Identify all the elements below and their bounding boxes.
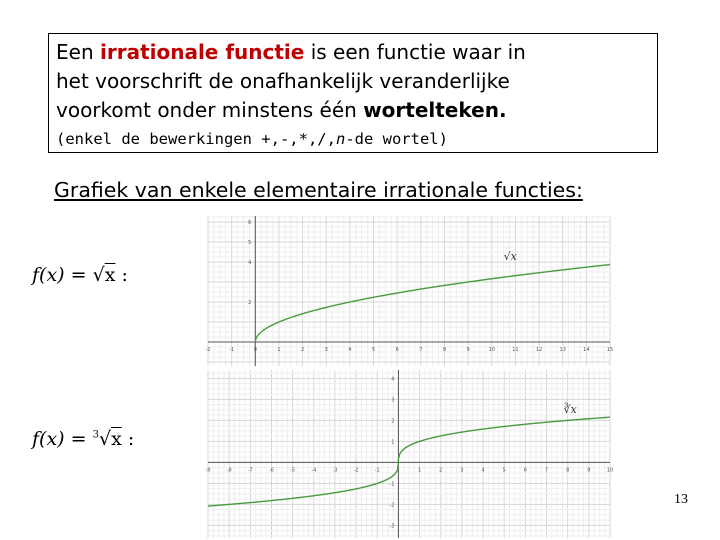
x-tick-label: -9: [205, 467, 211, 474]
formula-prefix: f(x) =: [32, 264, 93, 286]
x-tick-label: 5: [502, 467, 506, 474]
x-tick-label: 6: [523, 467, 527, 474]
x-tick-label: 7: [419, 347, 423, 353]
formula-suffix: :: [121, 428, 135, 450]
y-tick-label: 1: [391, 439, 395, 446]
x-tick-label: -3: [332, 467, 338, 474]
radical-index: 3: [92, 429, 99, 441]
formula-suffix: :: [115, 264, 128, 286]
y-tick-label: 4: [391, 376, 395, 383]
x-tick-label: -1: [229, 347, 235, 353]
formula-cbrt: [32, 428, 134, 450]
y-tick-label: 6: [248, 220, 252, 226]
radical-sign: √: [98, 428, 112, 450]
y-tick-label: 2: [248, 300, 252, 306]
y-tick-label: -2: [389, 502, 395, 509]
y-tick-label: -1: [389, 481, 395, 488]
y-tick-label: 3: [391, 397, 395, 404]
x-tick-label: 2: [300, 347, 305, 353]
x-tick-label: -5: [290, 467, 296, 474]
def-text: Een: [56, 40, 100, 64]
x-tick-label: 4: [481, 467, 485, 474]
radicand: x: [111, 428, 122, 450]
x-tick-label: -7: [247, 467, 253, 474]
definition-line-1: [56, 38, 650, 67]
operations-note: [56, 130, 650, 148]
x-tick-label: 0: [253, 347, 257, 353]
x-tick-label: 1: [417, 467, 422, 474]
definition-box: [48, 33, 658, 153]
definition-line-3: [56, 96, 650, 125]
y-tick-label: 5: [248, 240, 252, 246]
formula-sqrt: [32, 264, 128, 286]
x-tick-label: 4: [348, 347, 352, 353]
radical-sign: √: [92, 264, 105, 286]
x-tick-label: 6: [395, 347, 399, 353]
curve-label: ∛x: [563, 403, 577, 417]
x-tick-label: -1: [374, 467, 380, 474]
x-tick-label: 3: [460, 467, 464, 474]
y-tick-label: 2: [391, 418, 395, 425]
x-tick-label: 14: [583, 347, 590, 353]
radicand: x: [104, 264, 116, 286]
x-tick-label: 3: [324, 347, 328, 353]
x-tick-label: 10: [606, 467, 614, 474]
x-tick-label: 7: [544, 467, 549, 474]
x-tick-label: -4: [311, 467, 317, 474]
x-tick-label: 5: [371, 347, 376, 353]
y-tick-label: 4: [248, 260, 252, 266]
x-tick-label: -2: [353, 467, 359, 474]
x-tick-label: 12: [535, 347, 543, 353]
def-text: is een functie waar in: [304, 40, 526, 64]
note-n: n: [335, 130, 346, 148]
page-number: 13: [674, 492, 688, 507]
section-subtitle: Grafiek van enkele elementaire irrationale functies:: [54, 178, 583, 202]
bold-term: wortelteken.: [363, 98, 507, 122]
sqrt-graph: [205, 216, 614, 366]
x-tick-label: 8: [442, 347, 447, 353]
x-tick-label: 9: [466, 347, 470, 353]
curve-label: √x: [503, 250, 517, 263]
definition-line-2: het voorschrift de onafhankelijk veranderlijke: [56, 69, 510, 93]
x-tick-label: 9: [587, 467, 591, 474]
y-tick-label: -3: [389, 523, 395, 530]
x-tick-label: 2: [439, 467, 443, 474]
x-tick-label: -2: [205, 347, 211, 353]
x-tick-label: 10: [488, 347, 495, 353]
x-tick-label: 8: [566, 467, 570, 474]
x-tick-label: 1: [277, 347, 281, 353]
x-tick-label: 13: [559, 347, 566, 353]
x-tick-label: 15: [606, 347, 614, 353]
def-text: voorkomt onder minstens één: [56, 98, 364, 122]
cbrt-graph: [205, 370, 614, 538]
highlighted-term: irrationale functie: [99, 40, 305, 64]
note-text: (enkel de bewerkingen +,-,*,/,: [56, 130, 336, 148]
x-tick-label: 11: [512, 347, 519, 353]
x-tick-label: -8: [226, 467, 232, 474]
formula-prefix: f(x) =: [32, 428, 93, 450]
note-text: -de wortel): [345, 130, 448, 148]
x-tick-label: -6: [268, 467, 274, 474]
